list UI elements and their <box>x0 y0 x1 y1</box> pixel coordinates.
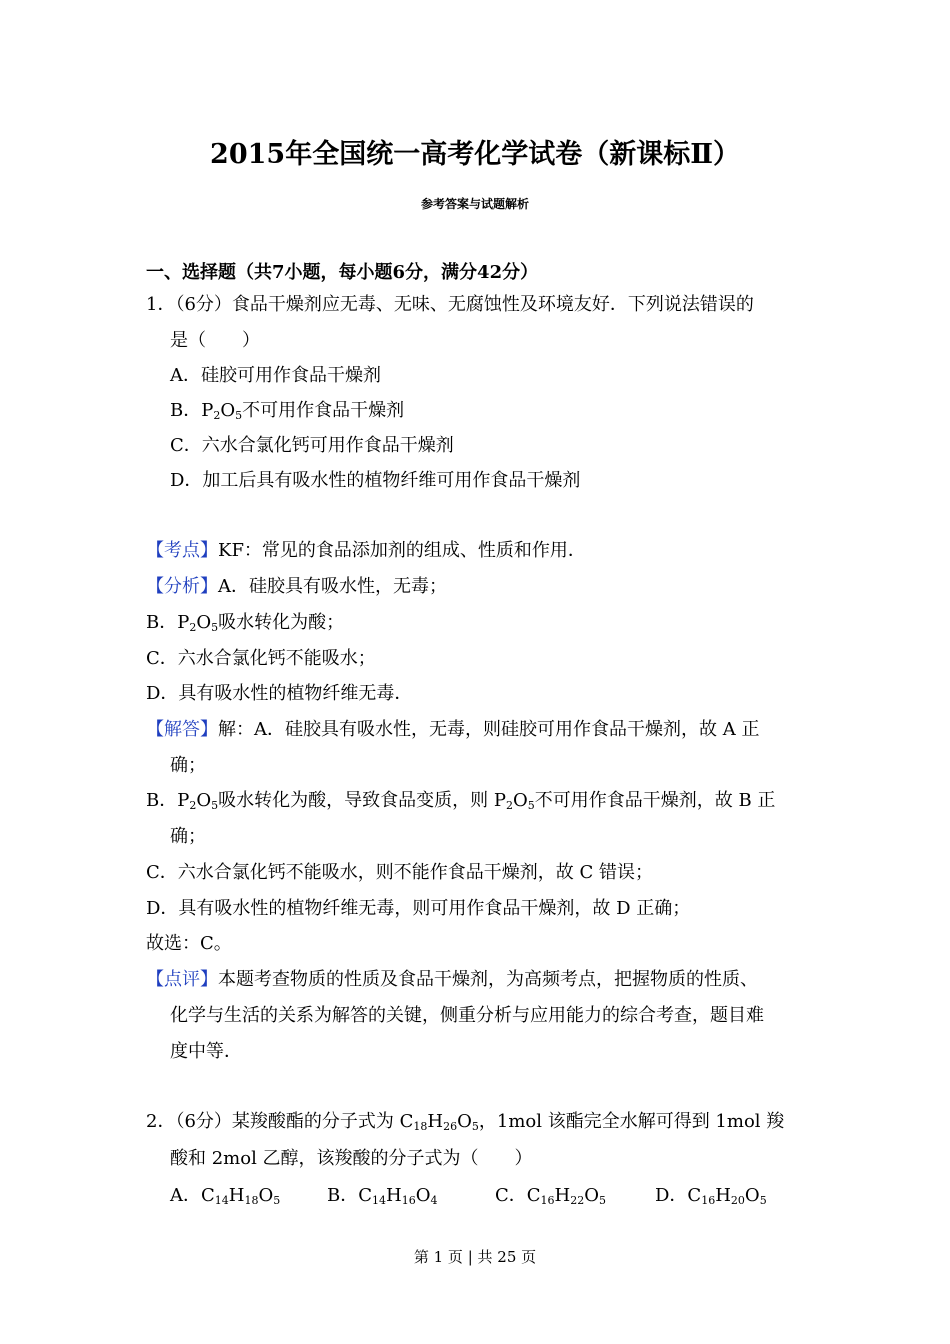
q1-fenxi-d: D．具有吸水性的植物纤维无毒． <box>146 683 413 704</box>
page-footer: 第 1 页 | 共 25 页 <box>413 1248 537 1266</box>
dianping-tag: 【点评】 <box>146 969 218 990</box>
q1-fenxi-c: C．六水合氯化钙不能吸水； <box>146 648 376 669</box>
q1-answer: 故选：C。 <box>146 933 232 954</box>
q1-jieda-b: B．$P_2O_5$吸水转化为酸，导致食品变质，则 $P_2O_5$不可用作食品干燥剂，故 B 正 <box>146 790 776 812</box>
q2-option-a: A．$C_{14}H_{18}O_5$ <box>170 1185 281 1207</box>
section-heading: 一、选择题（共7小题，每小题6分，满分42分） <box>146 262 539 283</box>
q1-dianping: 【点评】本题考查物质的性质及食品干燥剂，为高频考点，把握物质的性质、 <box>146 969 758 990</box>
q1-fenxi: 【分析】A．硅胶具有吸水性，无毒； <box>146 576 447 597</box>
q1-fenxi-b: B．$P_2O_5$吸水转化为酸； <box>146 612 345 634</box>
kaodian-tag: 【考点】 <box>146 540 218 561</box>
q1-jieda-a2: 确； <box>170 755 206 776</box>
q2-option-d: D．$C_{16}H_{20}O_5$ <box>655 1185 767 1207</box>
q1-stem-line1: 1．（6分）食品干燥剂应无毒、无味、无腐蚀性及环境友好．下列说法错误的 <box>146 294 754 315</box>
fenxi-tag: 【分析】 <box>146 576 218 597</box>
q1-dianping-2: 化学与生活的关系为解答的关键，侧重分析与应用能力的综合考查，题目难 <box>170 1005 764 1026</box>
q1-kaodian: 【考点】KF：常见的食品添加剂的组成、性质和作用． <box>146 540 586 561</box>
q1-stem-line2: 是（ ） <box>170 330 260 351</box>
document-subtitle: 参考答案与试题解析 <box>420 197 529 211</box>
document-title: 2015年全国统一高考化学试卷（新课标Ⅱ） <box>210 139 740 170</box>
q2-option-c: C．$C_{16}H_{22}O_5$ <box>495 1185 607 1207</box>
q1-option-b: B．$P_2O_5$不可用作食品干燥剂 <box>170 400 405 422</box>
q2-stem-line1: 2．（6分）某羧酸酯的分子式为 $C_{18}H_{26}O_5$，1mol 该酯完全水解可得到 1mol 羧 <box>146 1111 785 1133</box>
q1-option-c: C．六水合氯化钙可用作食品干燥剂 <box>170 435 454 456</box>
q1-jieda-d: D．具有吸水性的植物纤维无毒，则可用作食品干燥剂，故 D 正确； <box>146 898 691 919</box>
q2-stem-line2: 酸和 2mol 乙醇，该羧酸的分子式为（ ） <box>170 1148 533 1169</box>
q1-option-a: A．硅胶可用作食品干燥剂 <box>170 365 381 386</box>
q1-jieda-c: C．六水合氯化钙不能吸水，则不能作食品干燥剂，故 C 错误； <box>146 862 653 883</box>
q1-dianping-3: 度中等． <box>170 1041 242 1062</box>
q1-option-d: D．加工后具有吸水性的植物纤维可用作食品干燥剂 <box>170 470 581 491</box>
jieda-tag: 【解答】 <box>146 719 218 740</box>
q1-jieda-b2: 确； <box>170 826 206 847</box>
q1-jieda: 【解答】解：A．硅胶具有吸水性，无毒，则硅胶可用作食品干燥剂，故 A 正 <box>146 719 760 740</box>
q2-option-b: B．$C_{14}H_{16}O_4$ <box>327 1185 438 1207</box>
